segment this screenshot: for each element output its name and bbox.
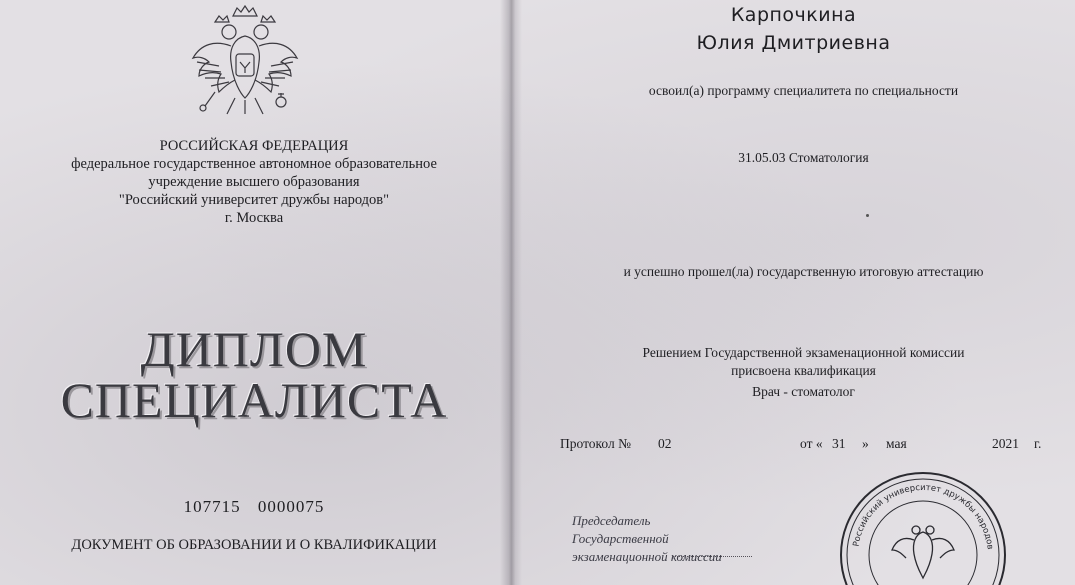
protocol-number: 02: [658, 436, 672, 451]
protocol-close-quote: »: [862, 436, 869, 451]
university-seal-stamp: [838, 470, 1008, 585]
seal-emblem-icon: [892, 526, 954, 578]
diploma-serial-number: 107715 0000075: [183, 497, 325, 516]
chair-line-2: Государственной: [572, 531, 669, 546]
university-name: "Российский университет дружбы народов": [118, 192, 390, 208]
protocol-year-suffix: г.: [1034, 436, 1042, 451]
protocol-day: 31: [832, 436, 846, 451]
graduate-surname: Карпочкина: [730, 4, 857, 26]
decision-line-2: присвоена квалификация: [731, 363, 876, 378]
protocol-label: Протокол №: [560, 436, 631, 451]
specialty: 31.05.03 Стоматология: [738, 150, 869, 165]
diploma-left-page: [0, 0, 508, 585]
chair-line-1: Председатель: [572, 513, 651, 528]
program-mastered-text: освоил(а) программу специалитета по специальности: [648, 83, 959, 98]
protocol-row: [560, 436, 1060, 454]
chair-line-3: экзаменационной комиссии: [572, 549, 722, 564]
qualification: Врач - стоматолог: [752, 384, 855, 399]
protocol-from-label: от «: [800, 436, 823, 451]
protocol-month: мая: [886, 436, 907, 451]
commission-decision: [522, 344, 1075, 380]
decision-line-1: Решением Государственной экзаменационной комиссии: [642, 345, 965, 360]
ink-dot: [866, 214, 869, 217]
country-name: РОССИЙСКАЯ ФЕДЕРАЦИЯ: [159, 138, 349, 154]
protocol-year: 2021: [992, 436, 1019, 451]
coat-of-arms-icon: [185, 2, 305, 120]
issuing-organization-block: [0, 137, 508, 227]
city: г. Москва: [224, 210, 284, 226]
diploma-title-line1: ДИПЛОМ: [140, 321, 368, 377]
graduate-given-names: Юлия Дмитриевна: [696, 32, 891, 54]
institution-type: федеральное государственное автономное образовательное: [71, 156, 437, 172]
signature-line: [672, 556, 752, 557]
commission-chair-label: [572, 512, 722, 566]
seal-text: Российский университет дружбы народов: [851, 482, 995, 551]
institution-type-cont: учреждение высшего образования: [148, 174, 360, 190]
document-type: ДОКУМЕНТ ОБ ОБРАЗОВАНИИ И О КВАЛИФИКАЦИИ: [71, 537, 437, 553]
diploma-title-line2: СПЕЦИАЛИСТА: [60, 372, 448, 428]
attestation-passed-text: и успешно прошел(ла) государственную итоговую аттестацию: [623, 264, 984, 279]
